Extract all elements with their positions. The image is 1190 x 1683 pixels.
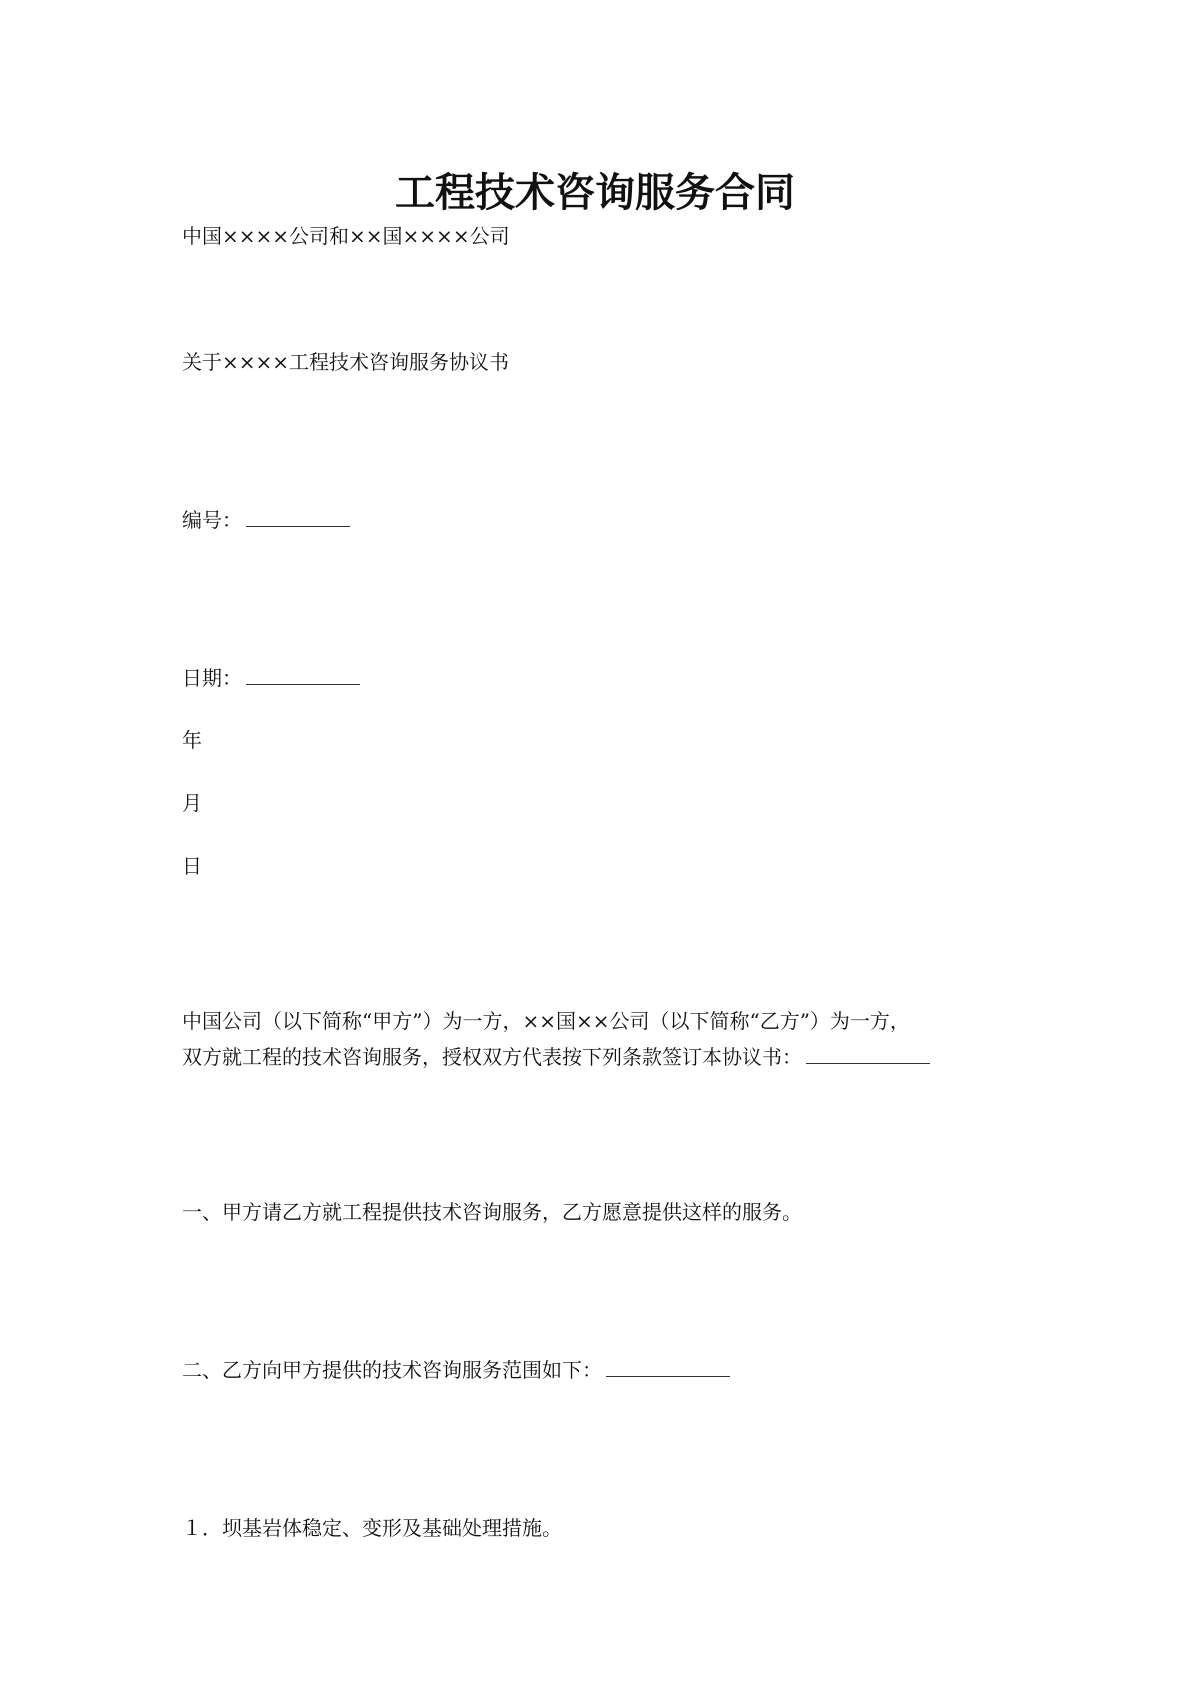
preamble-line-1: 中国公司（以下简称“甲方”）为一方，××国××公司（以下简称“乙方”）为一方， [182, 1009, 910, 1033]
number-field [182, 508, 350, 532]
date-label: 日期： [182, 666, 242, 690]
document-title: 工程技术咨询服务合同 [395, 169, 795, 216]
preamble [182, 1003, 1032, 1075]
month-label: 月 [182, 791, 202, 815]
preamble-line-2: 双方就工程的技术咨询服务，授权双方代表按下列条款签订本协议书： [182, 1045, 802, 1069]
date-blank [246, 666, 360, 685]
clause-1: 一、甲方请乙方就工程提供技术咨询服务，乙方愿意提供这样的服务。 [182, 1200, 802, 1224]
clause-2 [182, 1358, 730, 1382]
preamble-blank [806, 1045, 930, 1064]
year-label: 年 [182, 728, 202, 752]
preamble-line-2-wrap [182, 1039, 1032, 1075]
date-field [182, 666, 360, 690]
item-1: １．坝基岩体稳定、变形及基础处理措施。 [182, 1516, 562, 1540]
parties-line: 中国××××公司和××国××××公司 [182, 224, 510, 248]
number-label: 编号： [182, 508, 242, 532]
agreement-name: 关于××××工程技术咨询服务协议书 [182, 350, 510, 374]
clause-2-blank [606, 1358, 730, 1377]
number-blank [246, 508, 350, 527]
clause-2-text: 二、乙方向甲方提供的技术咨询服务范围如下： [182, 1358, 602, 1382]
day-label: 日 [182, 854, 202, 878]
